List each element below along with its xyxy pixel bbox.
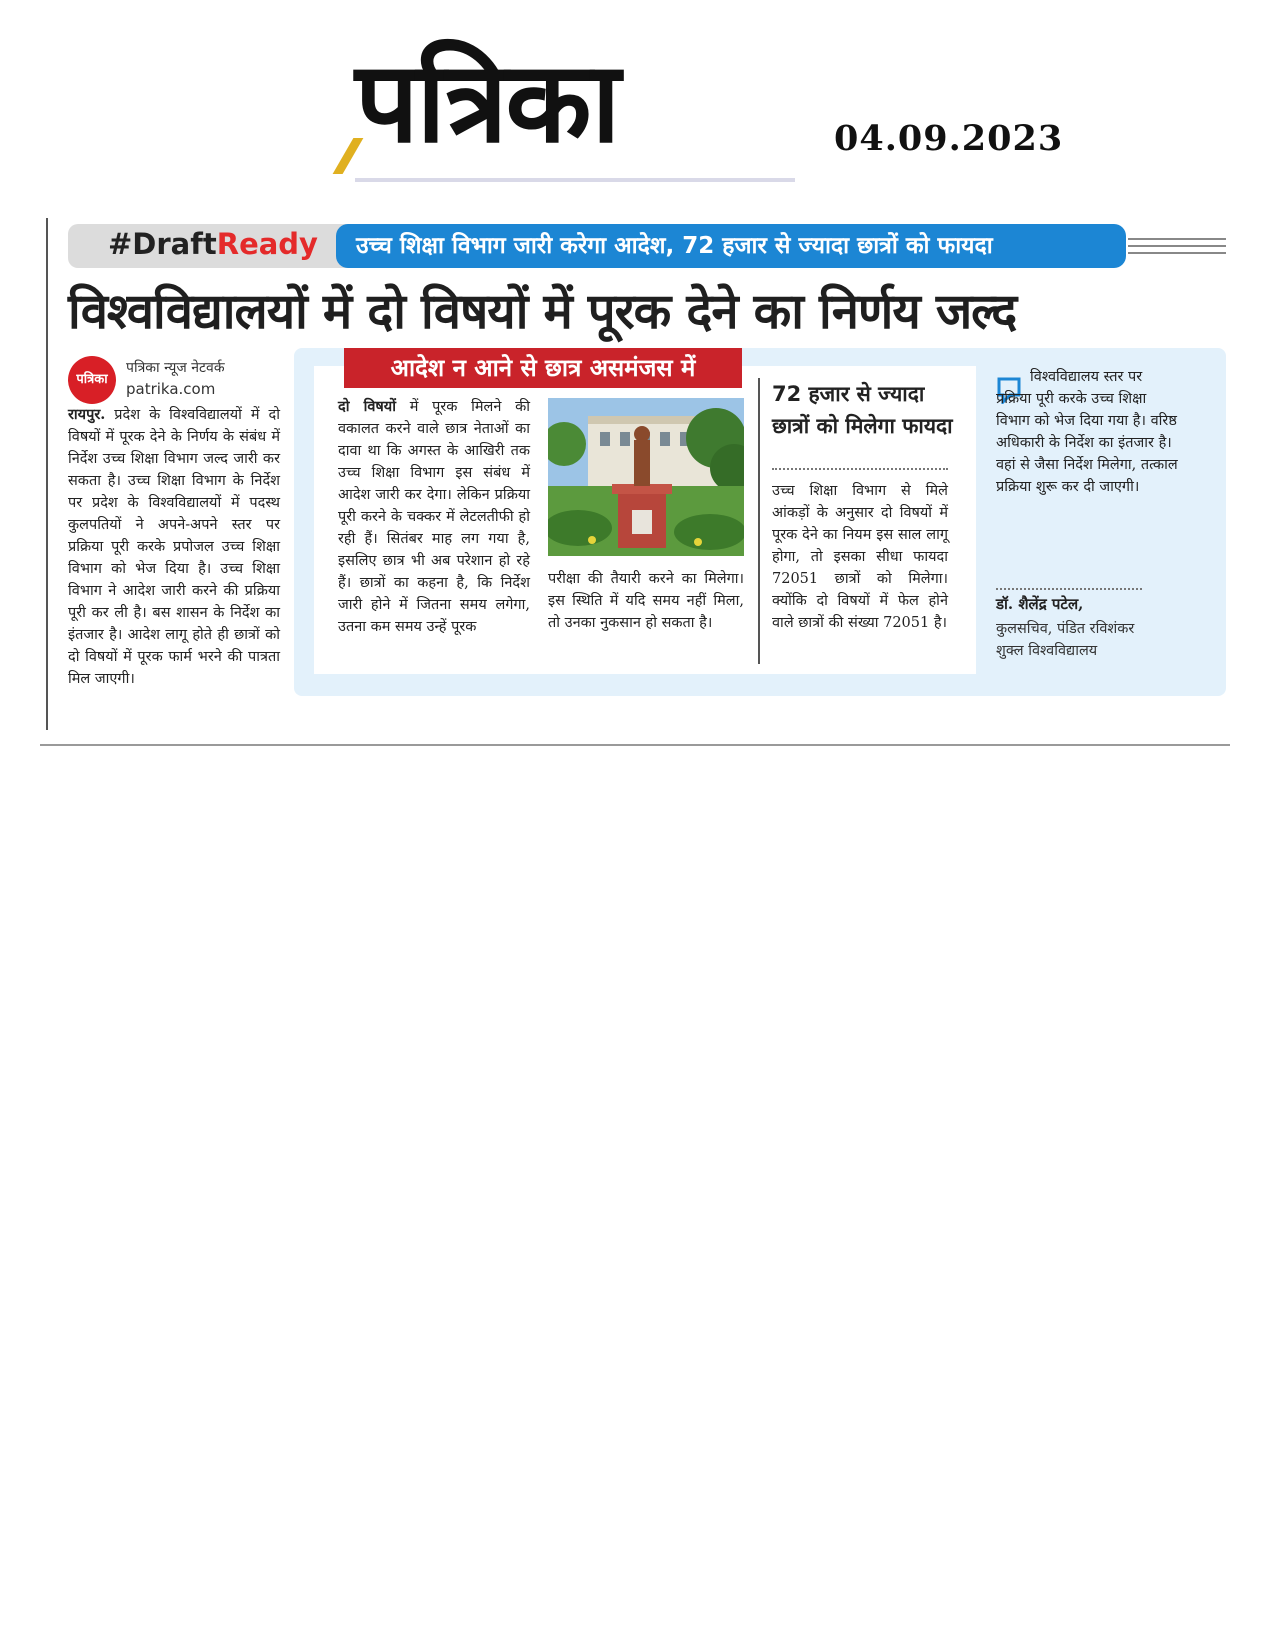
story-column-2-lead: दो विषयों	[338, 398, 396, 415]
statue-photo	[548, 398, 744, 556]
story-column-1	[68, 404, 280, 690]
column-divider	[758, 378, 760, 664]
headline: विश्वविद्यालयों में दो विषयों में पूरक देने का निर्णय जल्द	[68, 283, 1017, 340]
quote-dotted-rule	[996, 588, 1142, 590]
story-column-1-text: प्रदेश के विश्वविद्यालयों में दो विषयों में पूरक देने के निर्णय के संबंध में निर्देश उच्च शिक्षा विभाग जल्द जारी कर सकता है। उच्च शिक्षा विभाग के निर्देश पर प्रदेश के विश्वविद्यालयों में पदस्थ कुलपतियों ने अपने-अपने स्तर पर प्रक्रिया पूरी करके प्रपोजल उच्च शिक्षा विभाग को भेज दिया है। उच्च शिक्षा विभाग ने आदेश जारी करने की प्रक्रिया पूरी कर ली है। बस शासन के निर्देश का इंतजार है। आदेश लागू होते ही छात्रों को दो विषयों में पूरक फार्म भरने की पात्रता मिल जाएगी।	[68, 407, 280, 687]
masthead-underline	[355, 178, 795, 182]
masthead-title: पत्रिका	[355, 37, 619, 168]
byline-site: patrika.com	[126, 380, 216, 398]
sidebar-heading: 72 हजार से ज्यादा छात्रों को मिलेगा फायदा	[772, 382, 953, 438]
sidebar-text: उच्च शिक्षा विभाग से मिले आंकड़ों के अनुसार दो विषयों में पूरक देने का नियम इस साल लागू होगा, तो इसका सीधा फायदा 72051 छात्रों को मिलेगा। क्योंकि दो विषयों में फेल होने वाले छात्रों की संख्या 72051 है।	[772, 483, 948, 631]
publication-date: 04.09.2023	[834, 118, 1064, 159]
statue-photo-image	[548, 398, 744, 556]
story-column-2-text: में पूरक मिलने की वकालत करने वाले छात्र नेताओं का दावा था कि अगस्त के आखिरी तक उच्च शिक्षा विभाग इस संबंध में आदेश जारी कर देगा। लेकिन प्रक्रिया पूरी करने के चक्कर में लेटलतीफी हो रही हैं। सितंबर माह लग गया है, इसलिए छात्र भी अब परेशान हो रहे हैं। छात्रों का कहना है, कि निर्देश जारी होने में जितना समय लगेगा, उतना कम समय उन्हें पूरक	[338, 399, 531, 635]
banner-rule-lines	[1128, 238, 1226, 254]
quote-block	[996, 366, 1180, 498]
subhead-banner: आदेश न आने से छात्र असमंजस में	[344, 348, 742, 388]
byline-network: पत्रिका न्यूज नेटवर्क	[126, 360, 225, 376]
tag-text	[108, 227, 318, 261]
sidebar-dotted-rule	[772, 468, 948, 470]
news-article	[46, 218, 1226, 738]
dateline: रायपुर.	[68, 406, 106, 423]
tag-part-b: Ready	[216, 227, 318, 261]
story-column-2	[338, 396, 530, 638]
bottom-rule	[40, 744, 1230, 746]
byline	[68, 356, 298, 404]
patrika-logo-badge: पत्रिका	[68, 356, 116, 404]
quote-text: विश्वविद्यालय स्तर पर प्रक्रिया पूरी करके उच्च शिक्षा विभाग को भेज दिया गया है। वरिष्ठ अधिकारी के निर्देश का इंतजार है। वहां से जैसा निर्देश मिलेगा, तत्काल प्रक्रिया शुरू कर दी जाएगी।	[996, 369, 1178, 495]
left-column-rule	[46, 218, 48, 730]
quote-author-name: डॉ. शैलेंद्र पटेल,	[996, 595, 1084, 613]
kicker-banner: उच्च शिक्षा विभाग जारी करेगा आदेश, 72 हजार से ज्यादा छात्रों को फायदा	[336, 224, 1126, 268]
tag-part-a: #Draft	[108, 227, 217, 261]
quote-author-role: कुलसचिव, पंडित रविशंकर शुक्ल विश्वविद्यालय	[996, 621, 1135, 659]
story-column-3: परीक्षा की तैयारी करने का मिलेगा। इस स्थिति में यदि समय नहीं मिला, तो उनका नुकसान हो सकता है।	[548, 571, 744, 631]
masthead	[355, 28, 795, 188]
